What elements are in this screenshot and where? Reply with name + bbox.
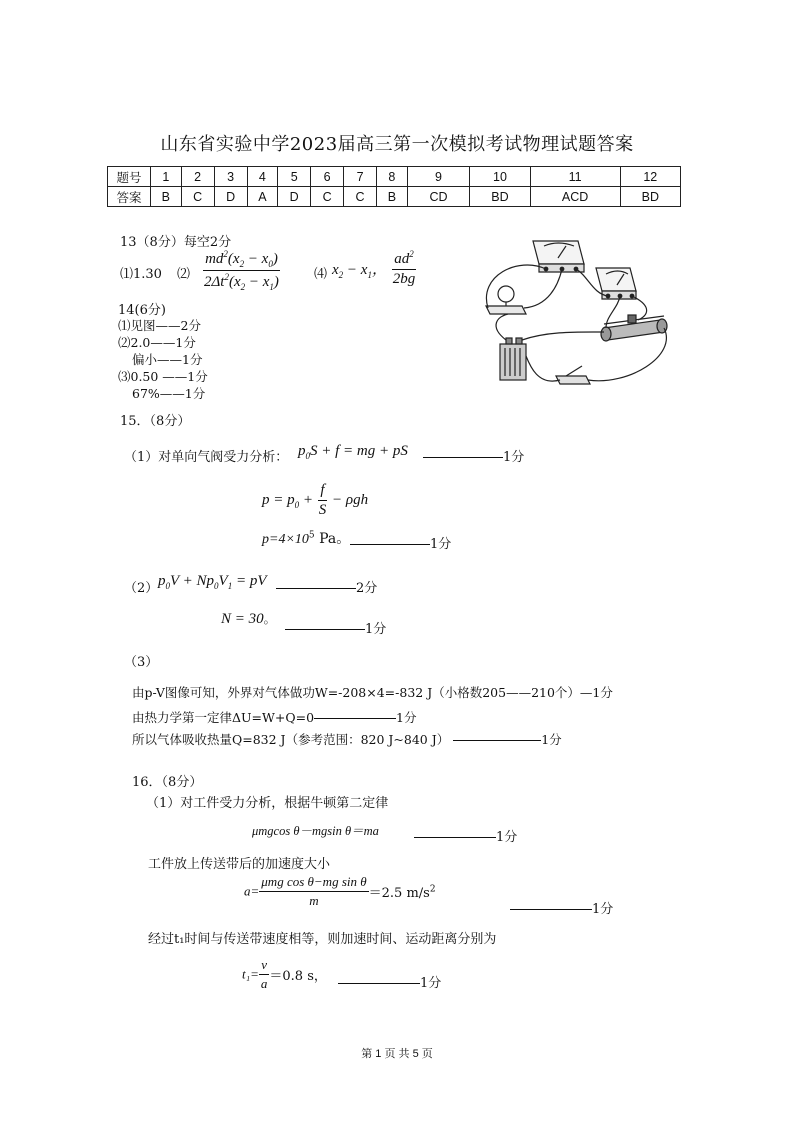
q14-line-1: ⑴见图——2分: [118, 318, 201, 333]
q14-line-3: 偏小——1分: [132, 352, 203, 367]
table-cell: D: [278, 187, 311, 207]
q15-n-value: [221, 610, 276, 628]
table-cell: 8: [377, 167, 408, 187]
q15-score-3: [276, 577, 377, 596]
q13-answer-2-label: ⑵: [177, 267, 191, 282]
table-cell: BD: [470, 187, 530, 207]
table-cell: 3: [214, 167, 247, 187]
table-cell: 7: [344, 167, 377, 187]
q13-formula-4: $x_2 - x_1$， $\frac{ad^2}{2bg}$: [332, 249, 416, 287]
q16-eq-acceleration: [244, 874, 436, 909]
accel-denominator: m: [309, 893, 319, 908]
table-cell: 4: [247, 167, 278, 187]
table-cell: ACD: [530, 187, 620, 207]
table-cell: B: [151, 187, 182, 207]
accel-exponent: 2: [429, 884, 436, 895]
n-equation: N = 30: [221, 611, 264, 627]
q13-answer-4-label: ⑷: [314, 267, 328, 282]
table-cell: 11: [530, 167, 620, 187]
accel-numerator: μmg cos θ−mg sin θ: [259, 874, 368, 892]
score-label: 1分: [541, 732, 562, 747]
table-cell: D: [214, 187, 247, 207]
table-cell: A: [247, 187, 278, 207]
score-label: 1分: [496, 830, 518, 845]
q14-line-2: ⑵2.0——1分: [118, 335, 196, 350]
heat-text: 所以气体吸收热量Q=832 J（参考范围：820 J~840 J）: [132, 732, 450, 747]
q15-score-1: [423, 446, 524, 465]
circuit-diagram: [478, 236, 688, 406]
q16-line-3: 经过t₁时间与传送带速度相等，则加速时间、运动距离分别为: [148, 932, 497, 947]
q15-part1-intro: （1）对单向气阀受力分析：: [124, 450, 289, 465]
q14-line-5: 67%——1分: [132, 386, 206, 401]
q15-part3-label: （3）: [124, 655, 159, 670]
table-row-label: 答案: [108, 187, 151, 207]
thermo-law-text: 由热力学第一定律ΔU=W+Q=0: [132, 710, 315, 725]
table-cell: C: [344, 187, 377, 207]
q15-header: 15．（8分）: [120, 414, 191, 429]
accel-lhs: a=: [244, 883, 260, 899]
time-denominator: a: [260, 976, 268, 991]
q15-eq-pressure: $p = p_0$ + $\frac{f}{S}$ − ρgh: [262, 482, 369, 518]
table-cell: 1: [151, 167, 182, 187]
table-cell: 12: [620, 167, 680, 187]
time-numerator: v: [259, 957, 269, 975]
pressure-unit: Pa。: [314, 531, 351, 547]
pressure-text: p=4×10: [262, 532, 309, 547]
time-lhs: t₁=: [242, 966, 259, 982]
q16-score-1: [414, 826, 517, 845]
page-title: 山东省实验中学2023届高三第一次模拟考试物理试题答案: [160, 134, 634, 155]
score-label: 2分: [356, 581, 378, 596]
pressure-exponent: 5: [308, 530, 315, 541]
q14-line-4: ⑶0.50 ——1分: [118, 369, 208, 384]
q15-eq-force: $p_0S + f$ = mg + pS: [298, 443, 408, 461]
accel-result: ＝2.5 m/s: [368, 886, 430, 901]
table-cell: 5: [278, 167, 311, 187]
score-label: 1分: [430, 537, 452, 552]
score-label: 1分: [592, 902, 614, 917]
q14-header: 14(6分): [118, 303, 166, 318]
q16-score-3: [338, 972, 441, 991]
table-row-numbers: [108, 167, 681, 187]
q15-pressure-value: [262, 528, 350, 548]
q15-part2-label: （2）: [124, 581, 159, 596]
q15-score-4: [285, 618, 386, 637]
q16-line-2: 工件放上传送带后的加速度大小: [148, 857, 331, 872]
q15-eq-gas: $p_0V + Np_0V_1$ = pV: [158, 573, 267, 591]
score-label: 1分: [420, 976, 442, 991]
table-cell: 2: [181, 167, 214, 187]
q16-line-1: （1）对工件受力分析，根据牛顿第二定律: [146, 796, 389, 811]
page-footer: 第 1 页 共 5 页: [361, 1048, 433, 1060]
answer-table: [107, 166, 681, 207]
table-cell: BD: [620, 187, 680, 207]
table-cell: C: [181, 187, 214, 207]
score-label: 1分: [396, 710, 417, 725]
score-label: 1分: [365, 622, 387, 637]
q13-formula-2: $\frac{md^2(x_2 - x_0)}{2\Delta t^2(x_2 - x_1)}$: [204, 249, 279, 292]
time-result: ＝0.8 s，: [269, 969, 327, 984]
q15-part3-line-1: 由p-V图像可知，外界对气体做功W=-208×4=-832 J（小格数205——210个）—1分: [132, 685, 613, 700]
q15-part3-line-3: [132, 730, 562, 748]
q16-score-2: [510, 898, 613, 917]
q13-answer-1: ⑴1.30: [120, 267, 162, 282]
q15-score-2: [350, 533, 451, 552]
q16-eq-1: μmgcos θ－mgsin θ＝ma: [252, 824, 379, 838]
q15-part3-line-2: [132, 708, 417, 726]
table-cell: 10: [470, 167, 530, 187]
n-end: 。: [263, 612, 276, 626]
q16-eq-time: [242, 957, 327, 992]
q16-header: 16．（8分）: [132, 775, 203, 790]
table-row-answers: [108, 187, 681, 207]
table-cell: 6: [311, 167, 344, 187]
table-cell: 9: [407, 167, 470, 187]
table-cell: B: [377, 187, 408, 207]
table-cell: CD: [407, 187, 470, 207]
table-cell: C: [311, 187, 344, 207]
table-row-label: 题号: [108, 167, 151, 187]
q13-header: 13（8分）每空2分: [120, 235, 232, 250]
score-label: 1分: [503, 450, 525, 465]
